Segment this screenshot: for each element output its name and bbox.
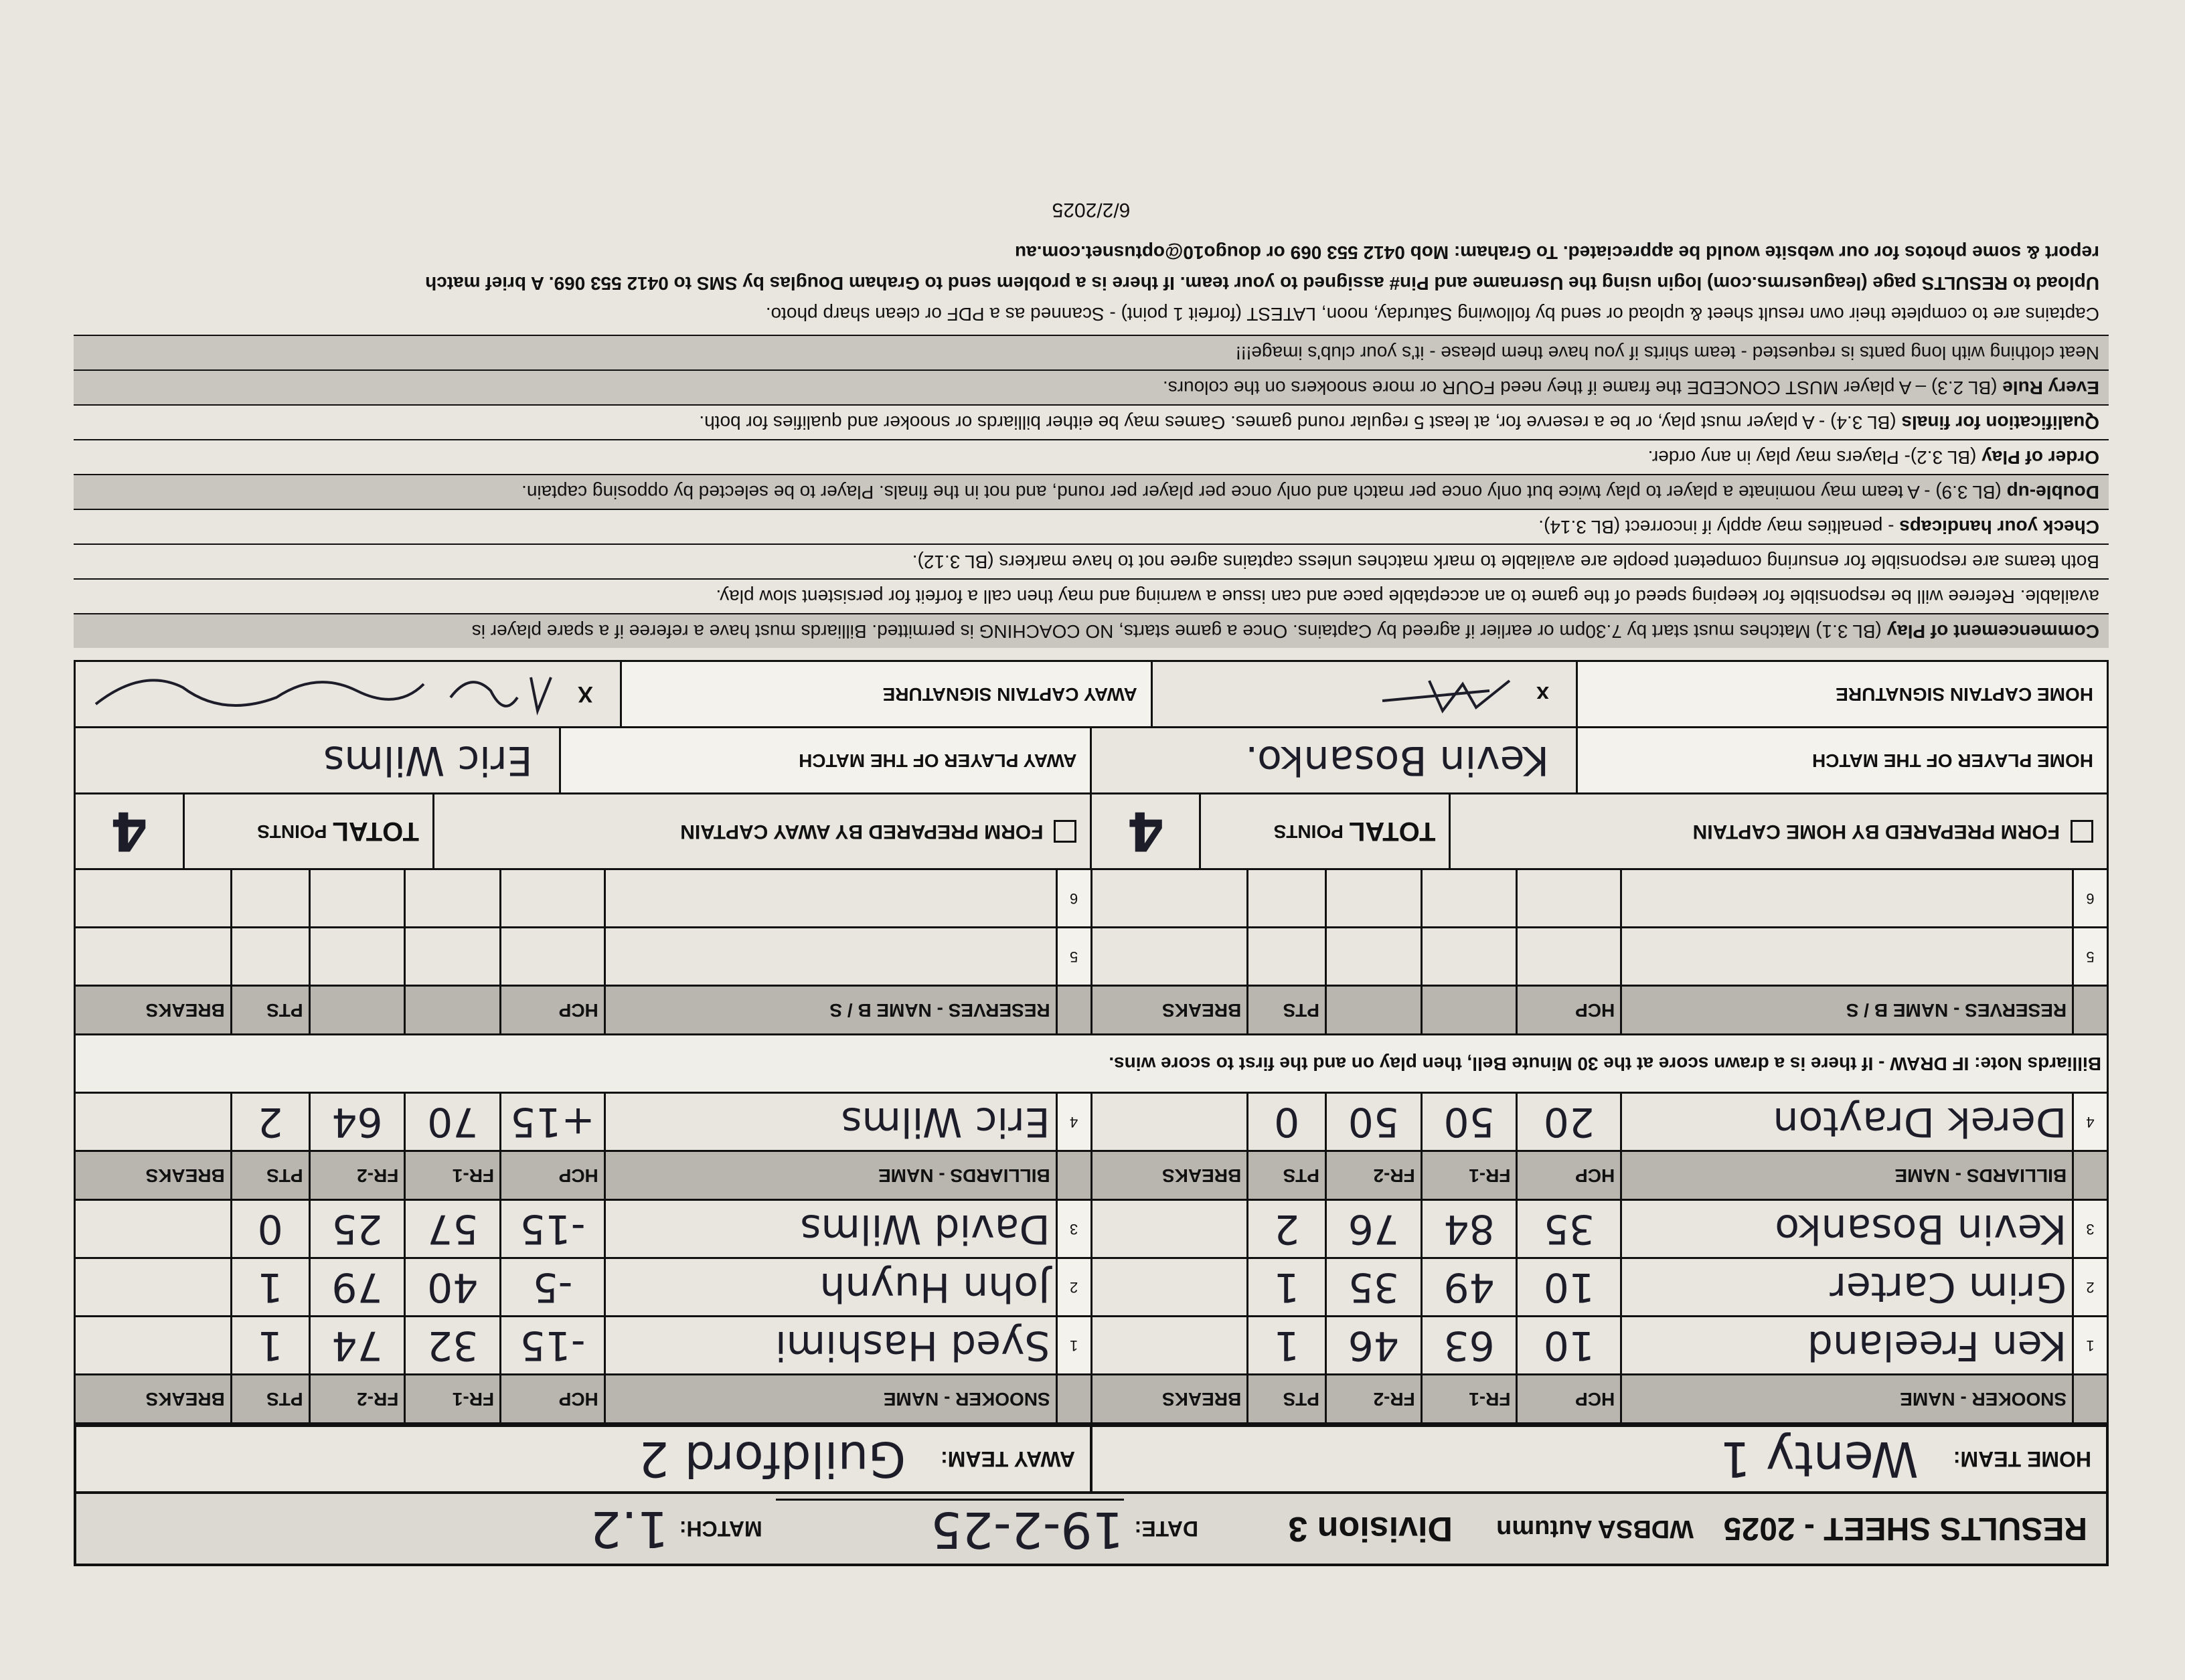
captain-signature-row xyxy=(74,660,2109,726)
match-field[interactable]: 1.2 xyxy=(590,1500,669,1558)
row-number: 4 xyxy=(2073,1093,2108,1151)
rule-line: Order of Play (BL 3.2)- Players may play in any order. xyxy=(74,439,2109,474)
home-form-label: FORM PREPARED BY HOME CAPTAIN xyxy=(1692,821,2060,843)
teams-row xyxy=(74,1424,2109,1491)
away-fr2[interactable]: 74 xyxy=(309,1317,405,1375)
home-player-name[interactable]: Ken Freeland xyxy=(1621,1317,2073,1375)
rule-line: Qualification for finals (BL 3.4) - A player must play, or be a reserve for, at least 5 regular round games. Games may be either billiards or snooker and qualifies for both. xyxy=(74,404,2109,439)
rule-line: Neat clothing with long pants is requested - team shirts if you have them please - it's your club's image!!! xyxy=(74,335,2109,369)
away-team-field[interactable]: Guildford 2 xyxy=(638,1431,906,1487)
home-fr1[interactable]: 84 xyxy=(1421,1200,1517,1258)
match-label: MATCH: xyxy=(679,1517,762,1541)
billiards-home-fr2-header: FR-2 xyxy=(1325,1151,1421,1200)
totals-row xyxy=(74,792,2109,868)
snooker-away-name-header: SNOOKER - NAME xyxy=(604,1375,1056,1424)
home-hcp[interactable]: 10 xyxy=(1517,1258,1621,1317)
billiards-away-fr2-header: FR-2 xyxy=(309,1151,405,1200)
away-pts[interactable]: 1 xyxy=(231,1258,309,1317)
reserves-header-row xyxy=(75,986,2108,1035)
snooker-row xyxy=(75,1258,2108,1317)
away-total-label: TOTAL POINTS xyxy=(183,794,432,868)
away-fr1[interactable]: 40 xyxy=(405,1258,501,1317)
away-breaks[interactable] xyxy=(75,1093,232,1151)
away-fr1[interactable]: 32 xyxy=(405,1317,501,1375)
away-pom-field[interactable]: Eric Wilms xyxy=(323,737,533,784)
reserve-away-name[interactable] xyxy=(604,928,1056,986)
snooker-away-breaks-header: BREAKS xyxy=(75,1375,232,1424)
billiards-home-pts-header: PTS xyxy=(1248,1151,1326,1200)
away-breaks[interactable] xyxy=(75,1258,232,1317)
home-breaks[interactable] xyxy=(1091,1317,1248,1375)
upload-instructions xyxy=(74,232,2109,335)
snooker-away-fr1-header: FR-1 xyxy=(405,1375,501,1424)
home-total-points[interactable]: 4 xyxy=(1090,794,1200,868)
reserve-home-name[interactable] xyxy=(1621,928,2073,986)
away-hcp[interactable]: -15 xyxy=(501,1200,605,1258)
home-fr1[interactable]: 49 xyxy=(1421,1258,1517,1317)
rule-line: Commencement of Play (BL 3.1) Matches must start by 7.30pm or earlier if agreed by Captains. Once a game starts, NO COACHING is permitted. Billiards must have a referee if a spare player is xyxy=(74,613,2109,648)
billiards-home-hcp-header: HCP xyxy=(1517,1151,1621,1200)
home-player-name[interactable]: Grim Carter xyxy=(1621,1258,2073,1317)
home-hcp[interactable]: 20 xyxy=(1517,1093,1621,1151)
snooker-home-pts-header: PTS xyxy=(1248,1375,1326,1424)
home-team-cell xyxy=(1090,1427,2106,1491)
away-form-label: FORM PREPARED BY AWAY CAPTAIN xyxy=(680,821,1044,843)
upload-line: Upload to RESULTS page (leaguesrms.com) login using the Username and Pin# assigned to your team. If there is a problem send to Graham Douglas by SMS to 0412 553 069. A brief match xyxy=(425,273,2099,294)
billiards-away-fr1-header: FR-1 xyxy=(405,1151,501,1200)
upload-line: Captains are to complete their own result sheet & upload or send by following Saturday, noon, LATEST (forfeit 1 point) - Scanned as a PDF or clean sharp photo. xyxy=(765,304,2099,325)
away-total-points[interactable]: 4 xyxy=(110,800,148,863)
reserves-home-name-header: RESERVES - NAME B / S xyxy=(1621,986,2073,1035)
home-captain-signature-label: HOME CAPTAIN SIGNATURE xyxy=(1576,662,2107,726)
rule-line: Double-up (BL 3.9) - A team may nominate a player to play twice but only once per match and only once per player per round, and not in the finals. Player to be selected by opposing captain. xyxy=(74,474,2109,509)
away-player-name[interactable]: David Wilms xyxy=(604,1200,1056,1258)
rules-section xyxy=(74,335,2109,648)
home-form-checkbox[interactable] xyxy=(2071,820,2093,843)
away-team-cell xyxy=(76,1427,1090,1491)
row-number: 6 xyxy=(1056,869,1091,928)
away-pom-label: AWAY PLAYER OF THE MATCH xyxy=(560,728,1090,792)
player-of-match-row xyxy=(74,726,2109,792)
row-number: 2 xyxy=(1056,1258,1091,1317)
home-fr1[interactable]: 50 xyxy=(1421,1093,1517,1151)
row-number: 3 xyxy=(2073,1200,2108,1258)
away-pts[interactable]: 0 xyxy=(231,1200,309,1258)
row-number: 5 xyxy=(2073,928,2108,986)
home-breaks[interactable] xyxy=(1091,1258,1248,1317)
away-fr2[interactable]: 25 xyxy=(309,1200,405,1258)
reserves-home-breaks-header: BREAKS xyxy=(1091,986,1248,1035)
home-hcp[interactable]: 35 xyxy=(1517,1200,1621,1258)
snooker-row xyxy=(75,1317,2108,1375)
reserves-away-breaks-header: BREAKS xyxy=(75,986,232,1035)
home-pom-field[interactable]: Kevin Bosanko. xyxy=(1090,728,1576,792)
home-fr2[interactable]: 76 xyxy=(1325,1200,1421,1258)
reserves-home-pts-header: PTS xyxy=(1248,986,1326,1035)
away-hcp[interactable]: -15 xyxy=(501,1317,605,1375)
snooker-row xyxy=(75,1200,2108,1258)
away-player-name[interactable]: John Huynh xyxy=(604,1258,1056,1317)
home-pts[interactable]: 1 xyxy=(1248,1317,1326,1375)
away-hcp[interactable]: -5 xyxy=(501,1258,605,1317)
billiards-home-name-header: BILLIARDS - NAME xyxy=(1621,1151,2073,1200)
sheet-title: RESULTS SHEET - 2025 xyxy=(1723,1511,2087,1547)
home-total-label: TOTAL POINTS xyxy=(1200,794,1449,868)
org-name: WDBSA Autumn xyxy=(1496,1515,1694,1543)
home-pts[interactable]: 1 xyxy=(1248,1258,1326,1317)
away-fr2[interactable]: 79 xyxy=(309,1258,405,1317)
away-breaks[interactable] xyxy=(75,1200,232,1258)
billiards-header-row xyxy=(75,1151,2108,1200)
away-hcp[interactable]: +15 xyxy=(501,1093,605,1151)
billiards-away-hcp-header: HCP xyxy=(501,1151,605,1200)
home-hcp[interactable]: 10 xyxy=(1517,1317,1621,1375)
away-fr1[interactable]: 57 xyxy=(405,1200,501,1258)
billiards-away-breaks-header: BREAKS xyxy=(75,1151,232,1200)
away-breaks[interactable] xyxy=(75,1317,232,1375)
away-team-label: AWAY TEAM: xyxy=(941,1447,1075,1472)
away-fr1[interactable]: 70 xyxy=(405,1093,501,1151)
home-fr1[interactable]: 63 xyxy=(1421,1317,1517,1375)
rule-line: Check your handicaps - penalties may apply if incorrect (BL 3.14). xyxy=(74,509,2109,543)
snooker-away-pts-header: PTS xyxy=(231,1375,309,1424)
home-fr2[interactable]: 46 xyxy=(1325,1317,1421,1375)
reserves-home-hcp-header: HCP xyxy=(1517,986,1621,1035)
snooker-home-fr2-header: FR-2 xyxy=(1325,1375,1421,1424)
home-player-name[interactable]: Derek Drayton xyxy=(1621,1093,2073,1151)
home-sig-x-mark: x xyxy=(1536,681,1549,707)
home-form-prepared[interactable] xyxy=(1449,794,2107,868)
home-breaks[interactable] xyxy=(1091,1200,1248,1258)
home-signature-scrawl xyxy=(1369,667,1516,721)
row-number: 5 xyxy=(1056,928,1091,986)
row-number: 2 xyxy=(2073,1258,2108,1317)
billiards-row xyxy=(75,1093,2108,1151)
row-number: 4 xyxy=(1056,1093,1091,1151)
snooker-home-name-header: SNOOKER - NAME xyxy=(1621,1375,2073,1424)
home-pts[interactable]: 2 xyxy=(1248,1200,1326,1258)
billiards-note-row xyxy=(75,1035,2108,1093)
away-sig-x-mark: X xyxy=(578,681,593,707)
date-label: DATE: xyxy=(1134,1517,1198,1541)
row-number: 1 xyxy=(1056,1317,1091,1375)
reserves-away-name-header: RESERVES - NAME B / S xyxy=(604,986,1056,1035)
rule-line: Every Rule (BL 2.3) – A player MUST CONCEDE the frame if they need FOUR or more snookers on the colours. xyxy=(74,369,2109,404)
billiards-away-name-header: BILLIARDS - NAME xyxy=(604,1151,1056,1200)
snooker-away-hcp-header: HCP xyxy=(501,1375,605,1424)
snooker-home-breaks-header: BREAKS xyxy=(1091,1375,1248,1424)
row-number: 6 xyxy=(2073,869,2108,928)
billiards-home-breaks-header: BREAKS xyxy=(1091,1151,1248,1200)
away-captain-signature-field[interactable] xyxy=(76,662,620,726)
rule-line: available. Referee will be responsible for keeping speed of the game to an acceptable pace and can issue a warning and may then call a forfeit for persistent slow play. xyxy=(74,578,2109,613)
reserves-away-pts-header: PTS xyxy=(231,986,309,1035)
billiards-home-fr1-header: FR-1 xyxy=(1421,1151,1517,1200)
away-signature-scrawl xyxy=(76,664,558,724)
home-breaks[interactable] xyxy=(1091,1093,1248,1151)
home-fr2[interactable]: 35 xyxy=(1325,1258,1421,1317)
away-player-name[interactable]: Eric Wilms xyxy=(604,1093,1056,1151)
reserves-row xyxy=(75,869,2108,928)
home-pts[interactable]: 0 xyxy=(1248,1093,1326,1151)
snooker-table xyxy=(74,868,2109,1424)
home-team-label: HOME TEAM: xyxy=(1953,1447,2091,1472)
date-field[interactable]: 19-2-25 xyxy=(776,1499,1124,1559)
away-fr2[interactable]: 64 xyxy=(309,1093,405,1151)
reserves-row xyxy=(75,928,2108,986)
snooker-header-row xyxy=(75,1375,2108,1424)
row-number: 3 xyxy=(1056,1200,1091,1258)
home-team-field[interactable]: Wenty 1 xyxy=(1720,1431,1919,1487)
snooker-away-fr2-header: FR-2 xyxy=(309,1375,405,1424)
upload-line: report & some photos for our website would be appreciated. To Graham: Mob 0412 553 069 or dougo10@optusnet.com.au xyxy=(1015,242,2099,263)
away-form-checkbox[interactable] xyxy=(1054,820,1077,843)
rule-line: Both teams are responsible for ensuring competent people are available to mark matches unless captains agree not to have markers (BL 3.12). xyxy=(74,543,2109,578)
division: Division 3 xyxy=(1288,1509,1453,1548)
home-captain-signature-field[interactable] xyxy=(1151,662,1576,726)
title-bar xyxy=(74,1491,2109,1566)
away-form-prepared[interactable] xyxy=(432,794,1090,868)
billiards-away-pts-header: PTS xyxy=(231,1151,309,1200)
footer-date: 6/2/2025 xyxy=(1052,199,1131,221)
away-pts[interactable]: 2 xyxy=(231,1093,309,1151)
row-number: 1 xyxy=(2073,1317,2108,1375)
reserve-away-name[interactable] xyxy=(604,869,1056,928)
billiards-note: Billiards Note: IF DRAW - If there is a drawn score at the 30 Minute Bell, then play on and the first to score wins. xyxy=(75,1035,2108,1093)
reserves-away-hcp-header: HCP xyxy=(501,986,605,1035)
snooker-home-hcp-header: HCP xyxy=(1517,1375,1621,1424)
away-player-name[interactable]: Syed Hashimi xyxy=(604,1317,1056,1375)
home-player-name[interactable]: Kevin Bosanko xyxy=(1621,1200,2073,1258)
home-fr2[interactable]: 50 xyxy=(1325,1093,1421,1151)
sheet-content xyxy=(74,198,2109,1566)
snooker-home-fr1-header: FR-1 xyxy=(1421,1375,1517,1424)
away-pts[interactable]: 1 xyxy=(231,1317,309,1375)
reserve-home-name[interactable] xyxy=(1621,869,2073,928)
home-pom-label: HOME PLAYER OF THE MATCH xyxy=(1576,728,2107,792)
away-captain-signature-label: AWAY CAPTAIN SIGNATURE xyxy=(620,662,1151,726)
